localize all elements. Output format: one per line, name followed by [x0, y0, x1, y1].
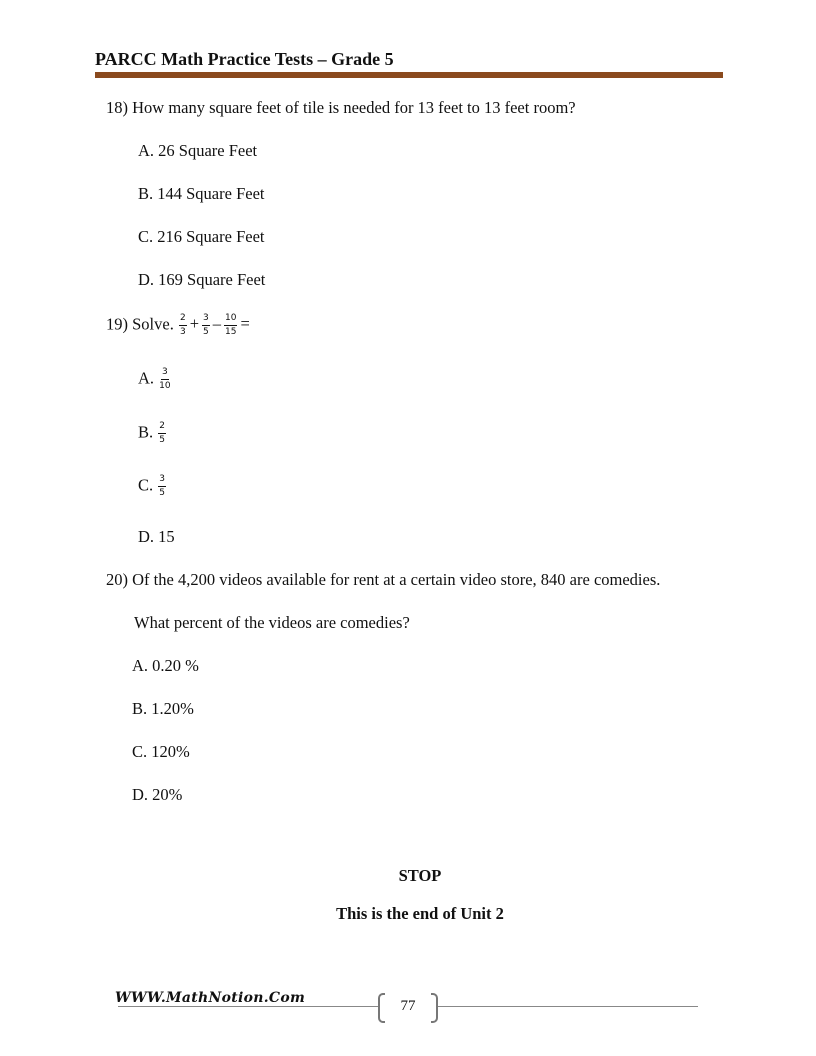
- equals-sign: =: [240, 314, 250, 334]
- footer-line-right: [436, 1006, 698, 1007]
- q20-option-c: C. 120%: [132, 742, 190, 761]
- q19-option-c-fraction: $\frac{3}{5}$: [159, 474, 165, 498]
- page-number: 77: [400, 998, 416, 1014]
- q19-option-d: D. 15: [138, 527, 175, 546]
- fraction-two-thirds: $\frac{2}{3}$: [179, 313, 186, 337]
- question-18-text: 18) How many square feet of tile is needed for 13 feet to 13 feet room?: [106, 98, 576, 117]
- stop-heading: STOP: [398, 866, 442, 885]
- fraction-ten-fifteenths: $\frac{10}{15}$: [225, 313, 237, 337]
- q18-option-d: D. 169 Square Feet: [138, 270, 266, 289]
- q18-option-b: B. 144 Square Feet: [138, 184, 265, 203]
- header-divider: [95, 72, 723, 78]
- page-number-box: [378, 993, 438, 1023]
- q18-option-a: A. 26 Square Feet: [138, 141, 258, 160]
- q19-option-b: B. $\frac{2}{5}$: [138, 421, 165, 445]
- q18-option-c: C. 216 Square Feet: [138, 227, 265, 246]
- q20-option-d: D. 20%: [132, 785, 183, 804]
- q19-option-a: A. $\frac{3}{10}$: [138, 367, 171, 391]
- q20-option-a: A. 0.20 %: [132, 656, 199, 675]
- fraction-three-fifths: $\frac{3}{5}$: [203, 313, 209, 337]
- end-of-unit-text: This is the end of Unit 2: [336, 904, 504, 923]
- question-20-text-line2: What percent of the videos are comedies?: [134, 613, 410, 632]
- footer-line-left: [118, 1006, 380, 1007]
- minus-operator: –: [212, 314, 221, 334]
- page-header-title: PARCC Math Practice Tests – Grade 5: [95, 49, 394, 69]
- question-20-text-line1: 20) Of the 4,200 videos available for rent at a certain video store, 840 are comedies.: [106, 570, 661, 589]
- plus-operator: +: [189, 314, 200, 334]
- question-19-prefix: 19) Solve.: [106, 314, 174, 334]
- q19-option-a-fraction: $\frac{3}{10}$: [159, 367, 171, 391]
- q19-option-c: C. $\frac{3}{5}$: [138, 474, 165, 498]
- footer-website: WWW.MathNotion.Com: [115, 990, 306, 1006]
- question-19-expression: [106, 314, 252, 337]
- q20-option-b: B. 1.20%: [132, 699, 194, 718]
- q19-option-b-fraction: $\frac{2}{5}$: [159, 421, 165, 445]
